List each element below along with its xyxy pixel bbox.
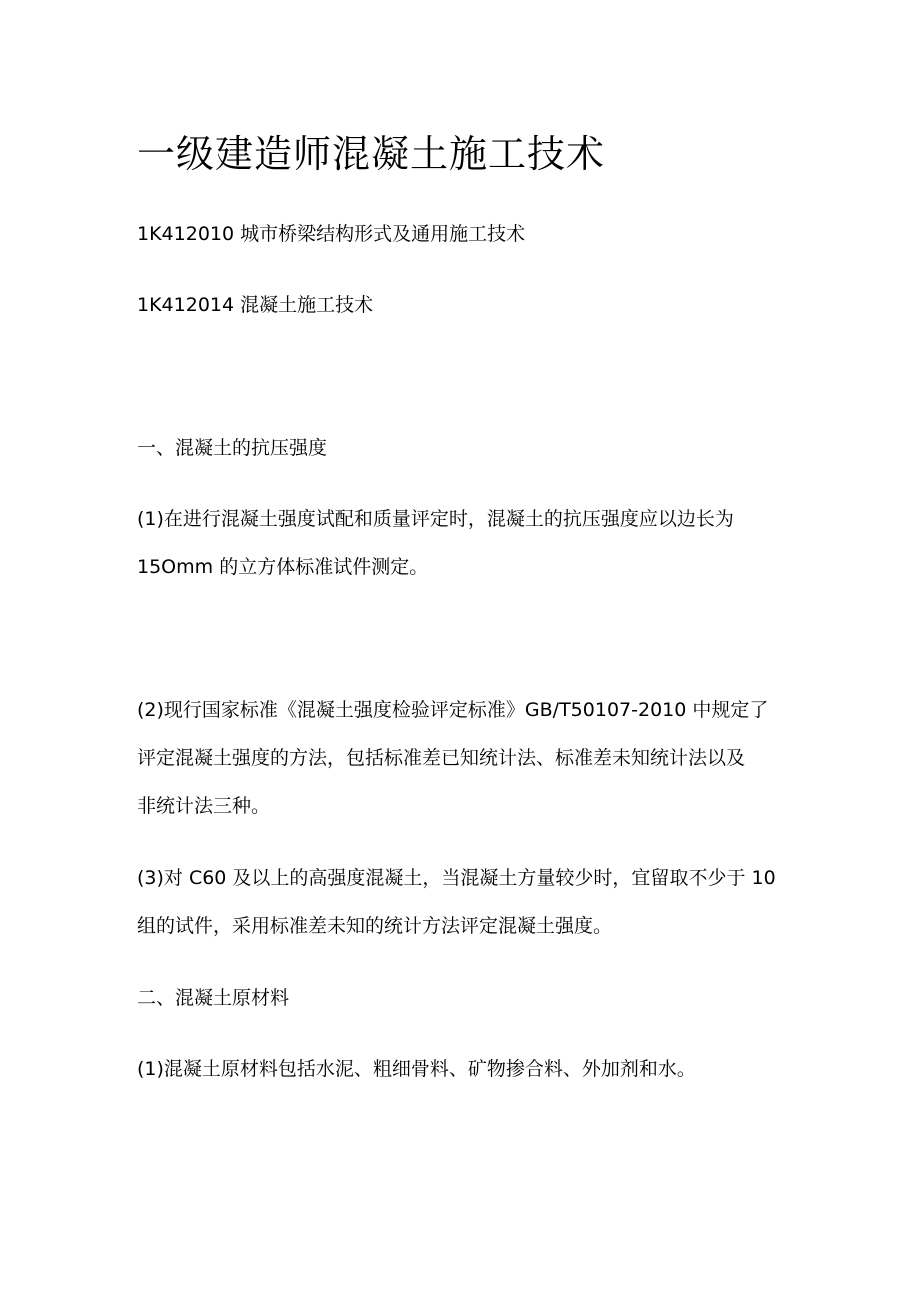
paragraph-1-line-1: (1)在进行混凝土强度试配和质量评定时，混凝土的抗压强度应以边长为 <box>137 508 734 530</box>
heading-raw-materials: 二、混凝土原材料 <box>137 987 290 1009</box>
paragraph-3-line-2: 组的试件，采用标准差未知的统计方法评定混凝土强度。 <box>137 915 613 937</box>
paragraph-2-line-3: 非统计法三种。 <box>137 795 271 817</box>
paragraph-2-line-2: 评定混凝土强度的方法，包括标准差已知统计法、标准差未知统计法以及 <box>137 747 746 769</box>
paragraph-4-line-1: (1)混凝土原材料包括水泥、粗细骨料、矿物掺合料、外加剂和水。 <box>137 1058 696 1080</box>
heading-compressive-strength: 一、混凝土的抗压强度 <box>137 437 328 459</box>
document-title: 一级建造师混凝土施工技术 <box>137 132 606 176</box>
paragraph-1-line-2: 15Omm 的立方体标准试件测定。 <box>137 556 429 578</box>
paragraph-3-line-1: (3)对 C60 及以上的高强度混凝土，当混凝土方量较少时，宜留取不少于 10 <box>137 867 776 889</box>
section-code: 1K412010 城市桥梁结构形式及通用施工技术 <box>137 223 526 245</box>
paragraph-2-line-1: (2)现行国家标准《混凝土强度检验评定标准》GB/T50107-2010 中规定了 <box>137 699 769 721</box>
subsection-code: 1K412014 混凝土施工技术 <box>137 294 374 316</box>
